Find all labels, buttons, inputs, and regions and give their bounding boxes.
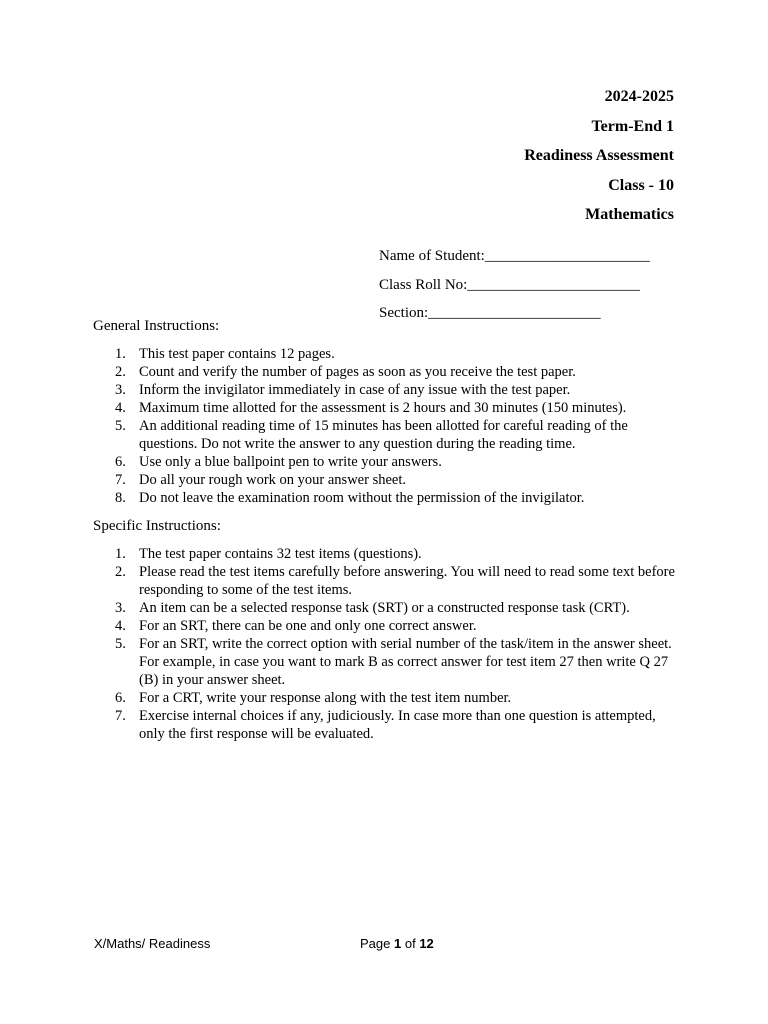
item-text: For an SRT, write the correct option with serial number of the task/item in the answer sheet. For example, in case you want to mark B as correct answer for test item 27 then write Q 27 (B) in your answer sheet. <box>139 636 672 688</box>
item-number: 7. <box>115 472 126 488</box>
list-item <box>93 563 675 599</box>
item-number: 2. <box>115 564 126 580</box>
item-text: For an SRT, there can be one and only one correct answer. <box>139 618 477 634</box>
subject-title: Mathematics <box>585 206 674 223</box>
term-title: Term-End 1 <box>591 117 674 135</box>
list-item <box>93 599 675 617</box>
item-text: Please read the test items carefully before answering. You will need to read some text before responding to some of the test items. <box>139 564 675 598</box>
item-text: Use only a blue ballpoint pen to write your answers. <box>139 454 442 470</box>
item-number: 6. <box>115 690 126 706</box>
list-item <box>93 707 675 743</box>
student-name-field: Name of Student:______________________ <box>379 248 650 264</box>
item-text: An additional reading time of 15 minutes has been allotted for careful reading of the questions. Do not write the answer to any question during the reading time. <box>139 418 628 452</box>
page-total: 12 <box>419 936 434 951</box>
assessment-title: Readiness Assessment <box>524 147 674 164</box>
page-word: Page <box>360 936 391 951</box>
list-item <box>93 399 675 417</box>
item-text: An item can be a selected response task (SRT) or a constructed response task (CRT). <box>139 600 630 616</box>
of-word: of <box>404 936 416 951</box>
class-title: Class - 10 <box>608 176 674 194</box>
list-item <box>93 471 675 489</box>
list-item <box>93 689 675 707</box>
list-item <box>93 489 675 507</box>
item-text: Exercise internal choices if any, judiciously. In case more than one question is attempted, only the first response will be evaluated. <box>139 708 656 742</box>
class-roll-field: Class Roll No:_______________________ <box>379 276 640 293</box>
list-item <box>93 381 675 399</box>
general-instructions-title: General Instructions: <box>93 318 220 334</box>
item-number: 6. <box>115 454 126 470</box>
item-text: Inform the invigilator immediately in case of any issue with the test paper. <box>139 382 571 398</box>
item-number: 4. <box>115 400 126 416</box>
student-fields <box>379 246 650 332</box>
item-text: Do not leave the examination room without the permission of the invigilator. <box>139 490 585 506</box>
footer-doc-label: X/Maths/ Readiness <box>94 936 211 951</box>
list-item <box>93 345 675 363</box>
page-current: 1 <box>394 936 402 951</box>
list-item <box>93 417 675 453</box>
item-number: 5. <box>115 418 126 434</box>
list-item <box>93 545 675 563</box>
item-text: Count and verify the number of pages as soon as you receive the test paper. <box>139 364 576 380</box>
academic-year: 2024-2025 <box>604 88 674 105</box>
item-number: 1. <box>115 346 126 362</box>
item-number: 3. <box>115 600 126 616</box>
specific-instructions-title: Specific Instructions: <box>93 518 221 534</box>
item-text: This test paper contains 12 pages. <box>139 346 335 362</box>
item-number: 2. <box>115 364 126 380</box>
item-text: Maximum time allotted for the assessment is 2 hours and 30 minutes (150 minutes). <box>139 400 627 416</box>
item-number: 7. <box>115 708 126 724</box>
section-field: Section:_______________________ <box>379 305 601 321</box>
item-text: Do all your rough work on your answer sheet. <box>139 472 406 488</box>
list-item <box>93 363 675 381</box>
list-item <box>93 453 675 471</box>
item-number: 3. <box>115 382 126 398</box>
list-item <box>93 635 675 689</box>
document-header <box>524 86 674 234</box>
item-text: For a CRT, write your response along with the test item number. <box>139 690 512 706</box>
general-instructions-list <box>93 345 675 507</box>
item-text: The test paper contains 32 test items (questions). <box>139 546 422 562</box>
item-number: 1. <box>115 546 126 562</box>
list-item <box>93 617 675 635</box>
item-number: 4. <box>115 618 126 634</box>
item-number: 5. <box>115 636 126 652</box>
page-number <box>360 936 434 951</box>
item-number: 8. <box>115 490 126 506</box>
specific-instructions-list <box>93 545 675 743</box>
